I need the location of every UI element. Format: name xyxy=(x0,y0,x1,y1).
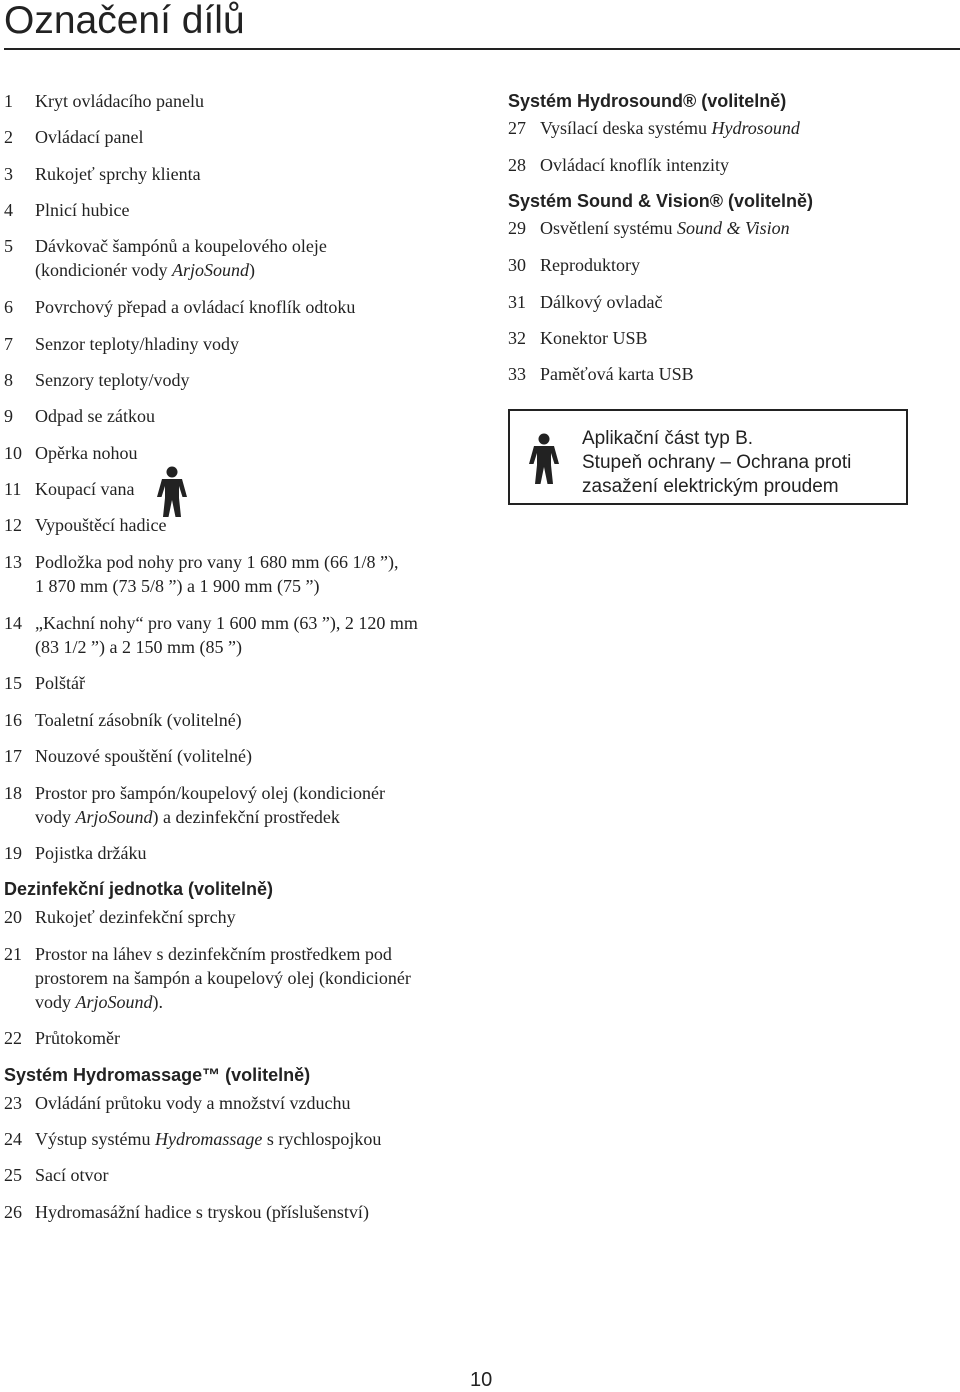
part-number: 15 xyxy=(4,673,22,693)
title-divider xyxy=(4,48,960,50)
part-number: 5 xyxy=(4,236,13,256)
part-number: 12 xyxy=(4,515,22,535)
part-description: Dávkovač šampónů a koupelového oleje (kondicionér vody ArjoSound) xyxy=(35,236,327,280)
part-number: 8 xyxy=(4,370,13,390)
part-number: 2 xyxy=(4,127,13,147)
part-description: Kryt ovládacího panelu xyxy=(35,91,204,111)
part-description: Toaletní zásobník (volitelné) xyxy=(35,710,242,730)
part-number: 22 xyxy=(4,1028,22,1048)
part-description: Sací otvor xyxy=(35,1165,109,1185)
part-description: Senzory teploty/vody xyxy=(35,370,190,390)
part-description: Ovládací knoflík intenzity xyxy=(540,155,729,175)
part-description: Hydromasážní hadice s tryskou (příslušenství) xyxy=(35,1202,369,1222)
part-description: Podložka pod nohy pro vany 1 680 mm (66 1/8 ”), 1 870 mm (73 5/8 ”) a 1 900 mm (75 ”) xyxy=(35,552,399,596)
part-description: Senzor teploty/hladiny vody xyxy=(35,334,239,354)
part-number: 6 xyxy=(4,297,13,317)
part-description: Dálkový ovladač xyxy=(540,292,663,312)
info-line-3: zasažení elektrickým proudem xyxy=(582,476,839,497)
applied-part-type-b-icon xyxy=(156,466,188,518)
part-number: 33 xyxy=(508,364,526,384)
part-description: Opěrka nohou xyxy=(35,443,138,463)
heading-sound-vision-system: Systém Sound & Vision® (volitelně) xyxy=(508,191,813,211)
part-description: Vypouštěcí hadice xyxy=(35,515,167,535)
part-description: Reproduktory xyxy=(540,255,640,275)
part-description: Ovládací panel xyxy=(35,127,144,147)
part-description: „Kachní nohy“ pro vany 1 600 mm (63 ”), 2 120 mm (83 1/2 ”) a 2 150 mm (85 ”) xyxy=(35,613,418,657)
page-number: 10 xyxy=(470,1369,493,1391)
part-number: 13 xyxy=(4,552,22,572)
page-title: Označení dílů xyxy=(4,0,245,42)
part-number: 21 xyxy=(4,944,22,964)
part-description: Vysílací deska systému Hydrosound xyxy=(540,118,800,138)
part-number: 29 xyxy=(508,218,526,238)
info-line-2: Stupeň ochrany – Ochrana proti xyxy=(582,452,852,473)
part-description: Konektor USB xyxy=(540,328,648,348)
applied-part-info-box xyxy=(508,409,908,505)
applied-part-description xyxy=(582,427,851,499)
part-description: Polštář xyxy=(35,673,86,693)
part-description: Koupací vana xyxy=(35,479,135,499)
part-description: Paměťová karta USB xyxy=(540,364,694,384)
part-number: 9 xyxy=(4,406,13,426)
part-number: 27 xyxy=(508,118,526,138)
part-description: Pojistka držáku xyxy=(35,843,147,863)
part-number: 25 xyxy=(4,1165,22,1185)
part-number: 17 xyxy=(4,746,22,766)
part-description: Rukojeť sprchy klienta xyxy=(35,164,201,184)
part-number: 19 xyxy=(4,843,22,863)
part-description: Prostor na láhev s dezinfekčním prostředkem pod prostorem na šampón a koupelový olej (kondicionér vody ArjoSound). xyxy=(35,944,411,1012)
heading-hydromassage-system: Systém Hydromassage™ (volitelně) xyxy=(4,1065,311,1085)
part-description: Výstup systému Hydromassage s rychlospojkou xyxy=(35,1129,382,1149)
part-description: Rukojeť dezinfekční sprchy xyxy=(35,907,236,927)
part-description: Plnicí hubice xyxy=(35,200,130,220)
part-number: 10 xyxy=(4,443,22,463)
part-number: 30 xyxy=(508,255,526,275)
part-description: Odpad se zátkou xyxy=(35,406,155,426)
part-description: Povrchový přepad a ovládací knoflík odtoku xyxy=(35,297,356,317)
part-number: 11 xyxy=(4,479,22,499)
part-number: 28 xyxy=(508,155,526,175)
part-number: 1 xyxy=(4,91,13,111)
part-number: 24 xyxy=(4,1129,22,1149)
part-number: 4 xyxy=(4,200,13,220)
part-description: Ovládání průtoku vody a množství vzduchu xyxy=(35,1093,351,1113)
part-number: 26 xyxy=(4,1202,22,1222)
part-description: Prostor pro šampón/koupelový olej (kondicionér vody ArjoSound) a dezinfekční prostředek xyxy=(35,783,385,827)
part-number: 32 xyxy=(508,328,526,348)
part-number: 7 xyxy=(4,334,13,354)
part-description: Průtokoměr xyxy=(35,1028,120,1048)
info-line-1: Aplikační část typ B. xyxy=(582,428,754,449)
part-number: 31 xyxy=(508,292,526,312)
part-number: 16 xyxy=(4,710,22,730)
part-number: 18 xyxy=(4,783,22,803)
part-number: 3 xyxy=(4,164,13,184)
heading-hydrosound-system: Systém Hydrosound® (volitelně) xyxy=(508,91,787,111)
part-number: 23 xyxy=(4,1093,22,1113)
applied-part-type-b-icon xyxy=(527,433,561,485)
heading-disinfection-unit: Dezinfekční jednotka (volitelně) xyxy=(4,879,274,899)
part-number: 20 xyxy=(4,907,22,927)
part-number: 14 xyxy=(4,613,22,633)
part-description: Nouzové spouštění (volitelné) xyxy=(35,746,252,766)
part-description: Osvětlení systému Sound & Vision xyxy=(540,218,790,238)
